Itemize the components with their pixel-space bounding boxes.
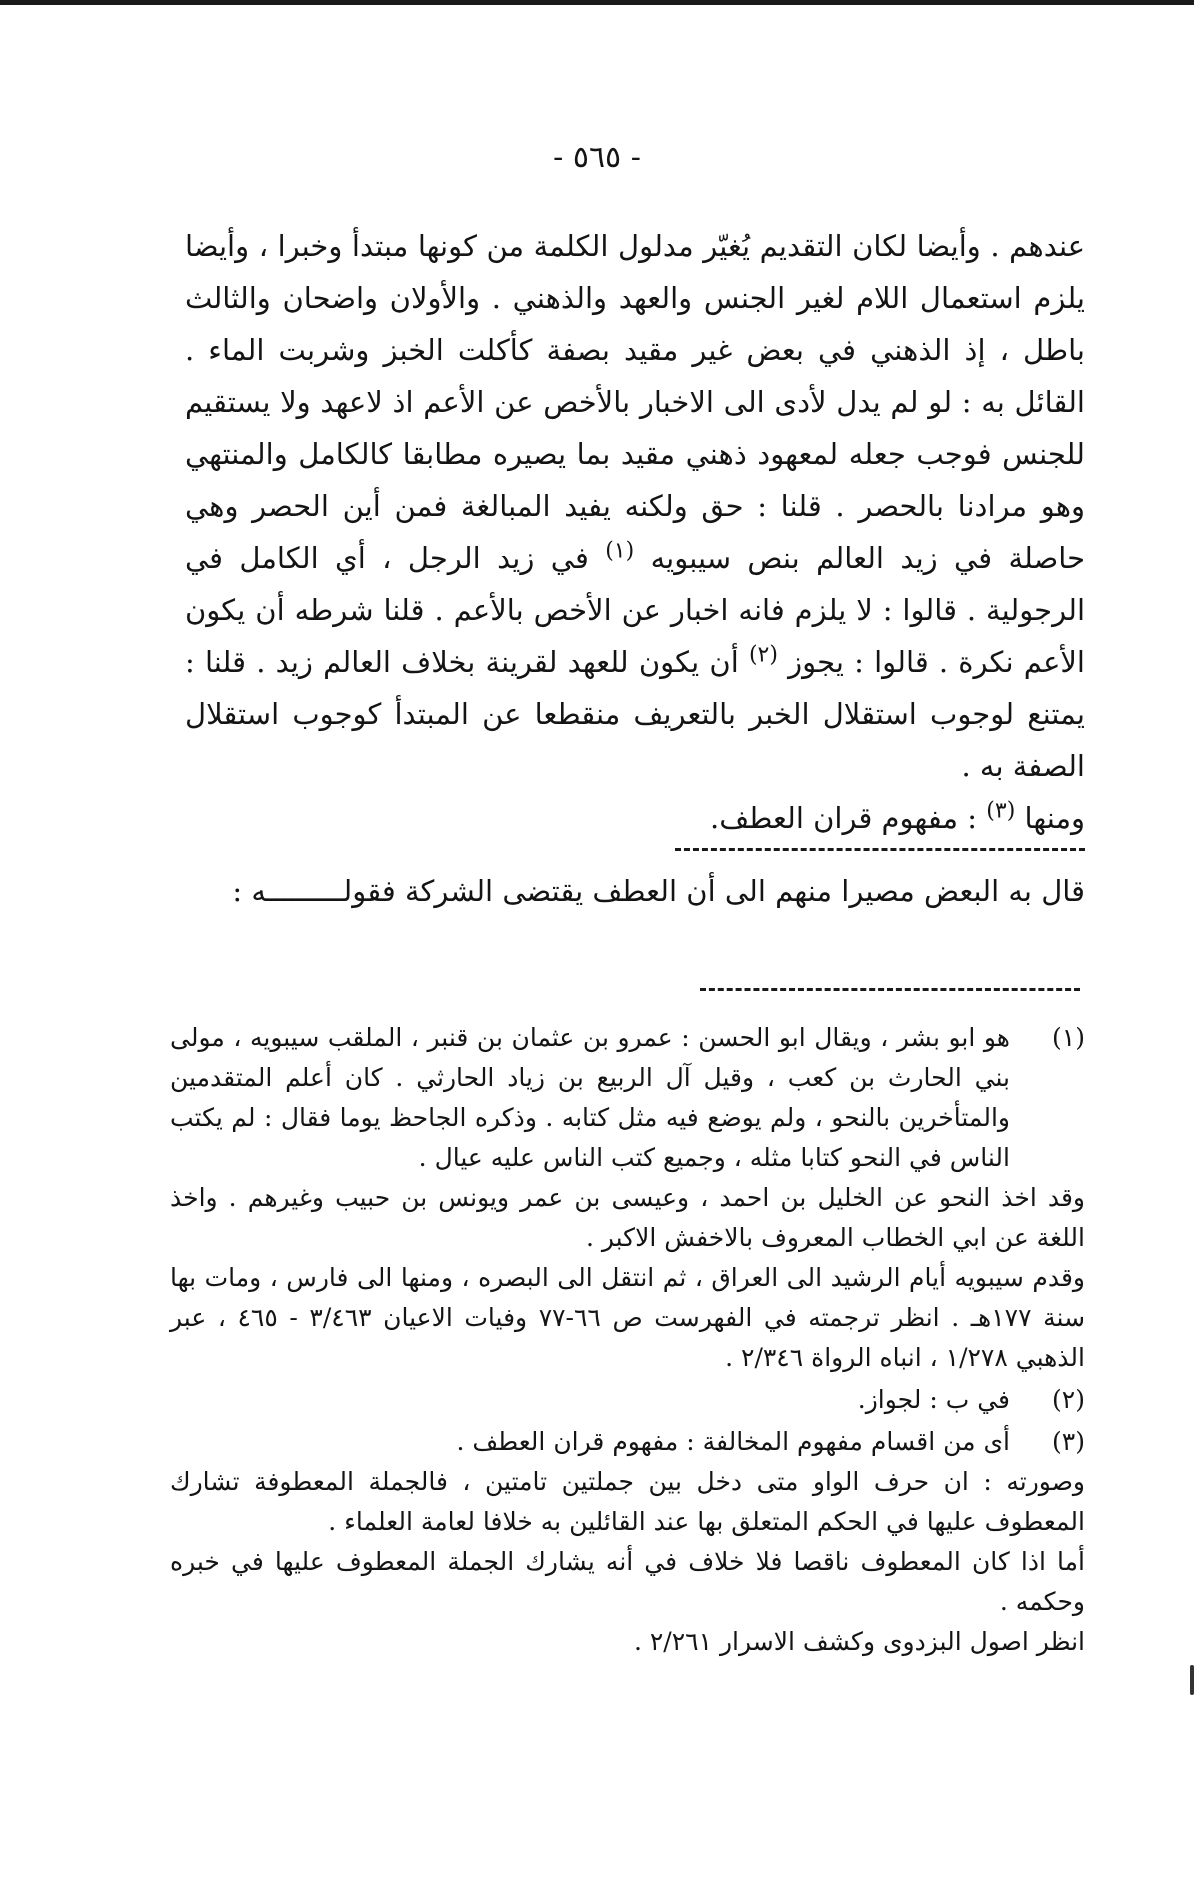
footnote-ref-1: (١)	[605, 538, 635, 564]
page-number: - ٥٦٥ -	[553, 140, 641, 175]
footnote-ref-2: (٢)	[748, 642, 778, 668]
footnote-2	[170, 1380, 1085, 1420]
footnote-line: أما اذا كان المعطوف ناقصا فلا خلاف في أنه يشارك الجملة المعطوف عليها في خبره وحكمه .	[170, 1547, 1085, 1616]
scan-edge-mark	[1190, 1665, 1194, 1695]
main-paragraph-part-1: عندهم . وأيضا لكان التقديم يُغيّر مدلول الكلمة من كونها مبتدأ وخبرا ، وأيضا يلزم استعمال اللام لغير الجنس والعهد والذهني . والأولان واضحان والثالث باطل ، إذ الذهني في بعض غير مقيد بصفة كأكلت الخبز وشربت الماء . القائل به : لو لم يدل لأدى الى الاخبار بالأخص عن الأعم اذ لاعهد ولا يستقيم للجنس فوجب جعله لمعهود ذهني مقيد بما يصيره مطابقا كالكامل والمنتهي وهو مرادنا بالحصر . قلنا : حق ولكنه يفيد المبالغة فمن أين الحصر وهي حاصلة في زيد العالم بنص سيبويه	[185, 229, 1085, 575]
main-paragraph	[185, 220, 1085, 792]
footnote-marker: (٢)	[1052, 1385, 1085, 1414]
section-heading-prefix: ومنها	[1024, 801, 1085, 835]
footnote-line: انظر اصول البزدوى وكشف الاسرار ٢/٢٦١ .	[633, 1627, 1085, 1656]
footnote-line: هو ابو بشر ، ويقال ابو الحسن : عمرو بن عثمان بن قنبر ، الملقب سيبويه ، مولى بني الحارث بن كعب ، وقيل آل الربيع بن زياد الحارثي . كان أعلم المتقدمين والمتأخرين بالنحو ، ولم يوضع فيه مثل كتابه . وذكره الجاحظ يوما فقال : لم يكتب الناس في النحو كتابا مثله ، وجميع كتب الناس عليه عيال .	[170, 1023, 1010, 1172]
footnote-separator	[700, 988, 1080, 991]
main-paragraph-part-2: في زيد الرجل ، أي الكامل في الرجولية . قالوا : لا يلزم فانه اخبار عن الأخص بالأعم . قلنا شرطه أن يكون الأعم نكرة . قالوا : يجوز	[185, 541, 1085, 679]
footnote-line: وقد اخذ النحو عن الخليل بن احمد ، وعيسى بن عمر ويونس بن حبيب وغيرهم . واخذ اللغة عن ابي الخطاب المعروف بالاخفش الاكبر .	[170, 1183, 1085, 1252]
section-heading-text: : مفهوم قران العطف.	[709, 801, 978, 835]
footnote-body	[170, 1422, 1085, 1662]
footnote-marker: (١)	[1052, 1023, 1085, 1052]
footnote-marker: (٣)	[1052, 1427, 1085, 1456]
top-border-line	[0, 0, 1194, 5]
main-paragraph-part-3: أن يكون للعهد لقرينة بخلاف العالم زيد . قلنا : يمتنع لوجوب استقلال الخبر بالتعريف منقطعا عن المبتدأ كوجوب استقلال الصفة به .	[185, 645, 1085, 783]
quote-intro-line: قال به البعض مصيرا منهم الى أن العطف يقتضى الشركة فقولـــــــــه :	[232, 874, 1085, 908]
footnote-1	[170, 1018, 1085, 1378]
footnote-line: أى من اقسام مفهوم المخالفة : مفهوم قران العطف .	[456, 1427, 1010, 1456]
footnote-3	[170, 1422, 1085, 1662]
footnote-body	[170, 1018, 1086, 1378]
footnotes-section	[170, 1018, 1085, 1664]
section-heading	[185, 792, 1085, 844]
footnote-line: وصورته : ان حرف الواو متى دخل بين جملتين تامتين ، فالجملة المعطوفة تشارك المعطوف عليها في الحكم المتعلق بها عند القائلين به خلافا لعامة العلماء .	[170, 1467, 1085, 1536]
footnote-line: في ب : لجواز.	[857, 1385, 1010, 1414]
footnote-line: وقدم سيبويه أيام الرشيد الى العراق ، ثم انتقل الى البصره ، ومنها الى فارس ، ومات بها سنة ١٧٧هـ . انظر ترجمته في الفهرست ص ٦٦-٧٧ وفيات الاعيان ٣/٤٦٣ - ٤٦٥ ، عبر الذهبي ١/٢٧٨ ، انباه الرواة ٢/٣٤٦ .	[170, 1263, 1086, 1372]
heading-dashed-underline	[675, 848, 1085, 851]
footnote-ref-3: (٣)	[986, 798, 1016, 824]
footnote-body	[170, 1380, 1010, 1420]
main-text-body	[185, 220, 1085, 917]
